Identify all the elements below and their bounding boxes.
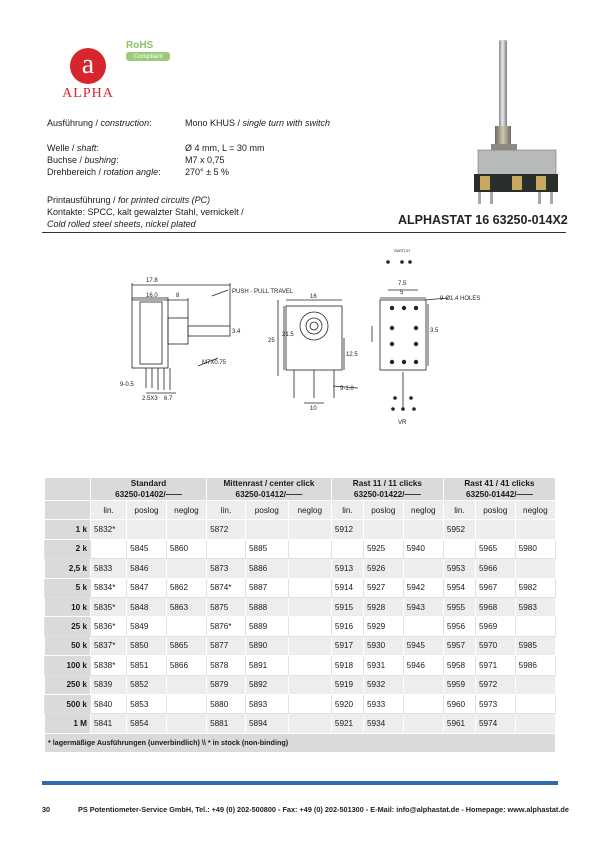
thread-label: M7X0.75: [202, 360, 227, 366]
article-number-cell: 5836*: [91, 617, 127, 636]
article-number-cell: 5953: [443, 559, 475, 578]
article-number-cell: 5847: [127, 578, 167, 597]
column-header: neglog: [288, 501, 331, 520]
group-title: Rast 41 / 41 clicks: [464, 479, 535, 488]
resistance-label: 500 k: [45, 694, 91, 713]
dim-10: 10: [310, 406, 317, 412]
article-number-cell: 5840: [91, 694, 127, 713]
article-number-cell: 5961: [443, 714, 475, 733]
page-number: 30: [42, 805, 51, 814]
article-number-cell: 5934: [364, 714, 404, 733]
article-number-cell: 5874*: [207, 578, 246, 597]
article-number-cell: 5943: [403, 597, 443, 616]
article-number-cell: 5850: [127, 636, 167, 655]
article-number-cell: [166, 714, 206, 733]
resistance-label: 250 k: [45, 675, 91, 694]
article-number-cell: 5967: [476, 578, 516, 597]
table-row: [45, 694, 556, 713]
article-number-cell: [288, 636, 331, 655]
group-header: [331, 478, 443, 501]
article-number-cell: 5913: [331, 559, 363, 578]
article-number-cell: [476, 520, 516, 539]
dim-6-7: 6.7: [164, 396, 173, 402]
article-number-cell: [443, 539, 475, 558]
dim-3-5: 3.5: [430, 328, 439, 334]
resistance-label: 10 k: [45, 597, 91, 616]
article-number-cell: [515, 520, 555, 539]
article-number-cell: 5890: [245, 636, 288, 655]
dim-16: 16: [310, 294, 317, 300]
article-number-cell: 5966: [476, 559, 516, 578]
article-number-cell: 5952: [443, 520, 475, 539]
article-number-cell: [515, 617, 555, 636]
group-part-number: 63250-01422/——: [353, 490, 421, 499]
article-number-cell: 5893: [245, 694, 288, 713]
article-number-cell: 5955: [443, 597, 475, 616]
article-number-cell: [288, 597, 331, 616]
article-number-cell: 5851: [127, 656, 167, 675]
column-header: poslog: [364, 501, 404, 520]
article-number-cell: [166, 675, 206, 694]
resistance-label: 2 k: [45, 539, 91, 558]
rohs-label: RoHS: [126, 40, 154, 51]
table-footnote: * lagermäßige Ausführungen (unverbindlich) \\ * in stock (non-binding): [45, 733, 556, 752]
article-number-cell: 5927: [364, 578, 404, 597]
column-header: poslog: [245, 501, 288, 520]
article-number-cell: 5958: [443, 656, 475, 675]
group-title: Standard: [130, 479, 167, 488]
article-number-cell: [288, 539, 331, 558]
article-number-cell: [288, 520, 331, 539]
resistance-label: 100 k: [45, 656, 91, 675]
article-number-cell: [515, 714, 555, 733]
article-number-cell: 5969: [476, 617, 516, 636]
column-header: lin.: [443, 501, 475, 520]
article-number-cell: 5853: [127, 694, 167, 713]
article-number-cell: 5877: [207, 636, 246, 655]
article-number-cell: 5931: [364, 656, 404, 675]
holes-label: 9-Ø1.4 HOLES: [440, 296, 481, 302]
table-row: [45, 675, 556, 694]
article-number-cell: [166, 520, 206, 539]
article-number-cell: 5841: [91, 714, 127, 733]
article-number-cell: 5845: [127, 539, 167, 558]
article-number-cell: [166, 694, 206, 713]
article-number-cell: 5837*: [91, 636, 127, 655]
article-number-cell: 5917: [331, 636, 363, 655]
article-number-cell: 5846: [127, 559, 167, 578]
article-number-cell: 5839: [91, 675, 127, 694]
article-number-cell: 5854: [127, 714, 167, 733]
article-number-cell: [207, 539, 246, 558]
article-number-cell: 5970: [476, 636, 516, 655]
column-header: lin.: [91, 501, 127, 520]
article-number-cell: 5926: [364, 559, 404, 578]
article-number-cell: 5885: [245, 539, 288, 558]
subheader-corner: [45, 501, 91, 520]
article-number-cell: 5891: [245, 656, 288, 675]
table-row: [45, 597, 556, 616]
article-number-cell: 5833: [91, 559, 127, 578]
article-number-cell: 5954: [443, 578, 475, 597]
resistance-label: 1 k: [45, 520, 91, 539]
article-number-cell: 5932: [364, 675, 404, 694]
article-number-cell: [331, 539, 363, 558]
article-number-cell: 5880: [207, 694, 246, 713]
article-number-cell: 5959: [443, 675, 475, 694]
article-number-cell: 5974: [476, 714, 516, 733]
article-number-cell: [245, 520, 288, 539]
article-number-cell: 5892: [245, 675, 288, 694]
footer-contact: PS Potentiometer-Service GmbH, Tel.: +49 (0) 202-500800 - Fax: +49 (0) 202-501300 - E-Mail: info@alphastat.de - Homepage: www.alphastat.de: [78, 805, 569, 814]
group-header: [91, 478, 207, 501]
article-number-cell: 5971: [476, 656, 516, 675]
article-number-cell: [288, 617, 331, 636]
article-number-cell: [403, 559, 443, 578]
article-number-cell: 5832*: [91, 520, 127, 539]
article-number-cell: [288, 675, 331, 694]
article-number-cell: 5862: [166, 578, 206, 597]
column-header: lin.: [331, 501, 363, 520]
article-number-cell: 5983: [515, 597, 555, 616]
push-pull-label: PUSH - PULL TRAVEL: [232, 289, 294, 295]
article-number-cell: 5928: [364, 597, 404, 616]
alpha-logo-text: ALPHA: [62, 86, 114, 101]
column-header: poslog: [476, 501, 516, 520]
article-number-cell: [515, 559, 555, 578]
column-header: lin.: [207, 501, 246, 520]
dim-2-5x3: 2.5X3: [142, 396, 158, 402]
title-rule: [42, 232, 566, 233]
table-row: [45, 636, 556, 655]
dim-25: 25: [268, 338, 275, 344]
article-number-cell: [288, 714, 331, 733]
switch-label: SWITCH: [394, 248, 410, 253]
product-title: ALPHASTAT 16 63250-014X2: [398, 213, 568, 227]
article-number-cell: 5982: [515, 578, 555, 597]
article-number-cell: 5957: [443, 636, 475, 655]
article-number-cell: 5835*: [91, 597, 127, 616]
rohs-compliant-label: Compliant: [126, 52, 170, 61]
article-number-cell: 5879: [207, 675, 246, 694]
table-row: [45, 520, 556, 539]
article-number-cell: 5972: [476, 675, 516, 694]
article-number-cell: 5930: [364, 636, 404, 655]
article-number-cell: 5875: [207, 597, 246, 616]
article-number-cell: 5887: [245, 578, 288, 597]
article-number-cell: [288, 559, 331, 578]
group-title: Mittenrast / center click: [223, 479, 315, 488]
article-number-cell: [515, 675, 555, 694]
table-row: [45, 578, 556, 597]
article-number-cell: 5915: [331, 597, 363, 616]
resistance-label: 1 M: [45, 714, 91, 733]
group-part-number: 63250-01402/——: [115, 490, 182, 499]
article-number-cell: [166, 559, 206, 578]
article-number-cell: 5968: [476, 597, 516, 616]
article-number-cell: 5960: [443, 694, 475, 713]
table-subheader-row: [45, 501, 556, 520]
table-footnote-row: [45, 733, 556, 752]
article-number-cell: 5834*: [91, 578, 127, 597]
alpha-logo-icon: a: [70, 48, 106, 84]
group-title: Rast 11 / 11 clicks: [352, 479, 422, 488]
footer-rule: [42, 781, 558, 785]
technical-drawing: [118, 238, 498, 438]
dim-8: 8: [176, 293, 180, 299]
article-number-cell: 5986: [515, 656, 555, 675]
article-number-cell: [91, 539, 127, 558]
article-number-cell: [288, 656, 331, 675]
article-number-cell: [403, 617, 443, 636]
article-number-cell: 5933: [364, 694, 404, 713]
group-header: [443, 478, 555, 501]
article-number-cell: [288, 694, 331, 713]
article-number-cell: 5956: [443, 617, 475, 636]
resistance-label: 5 k: [45, 578, 91, 597]
article-number-cell: [403, 520, 443, 539]
dim-pin-05: 9-0.5: [120, 382, 134, 388]
article-number-cell: 5912: [331, 520, 363, 539]
article-number-cell: 5946: [403, 656, 443, 675]
article-number-cell: 5886: [245, 559, 288, 578]
article-number-cell: 5865: [166, 636, 206, 655]
article-number-cell: 5881: [207, 714, 246, 733]
table-row: [45, 559, 556, 578]
article-number-cell: 5921: [331, 714, 363, 733]
resistance-label: 50 k: [45, 636, 91, 655]
article-number-cell: [166, 617, 206, 636]
article-number-cell: [364, 520, 404, 539]
group-part-number: 63250-01412/——: [235, 490, 303, 499]
article-number-cell: 5866: [166, 656, 206, 675]
variant-table: [44, 477, 556, 753]
article-number-cell: 5940: [403, 539, 443, 558]
resistance-label: 2,5 k: [45, 559, 91, 578]
article-number-cell: 5942: [403, 578, 443, 597]
article-number-cell: [403, 714, 443, 733]
article-number-cell: 5876*: [207, 617, 246, 636]
article-number-cell: 5860: [166, 539, 206, 558]
column-header: poslog: [127, 501, 167, 520]
article-number-cell: 5878: [207, 656, 246, 675]
potentiometer-photo: [466, 36, 566, 206]
rohs-badge: [126, 40, 174, 68]
group-part-number: 63250-01442/——: [465, 490, 533, 499]
article-number-cell: 5965: [476, 539, 516, 558]
article-number-cell: [127, 520, 167, 539]
article-number-cell: 5914: [331, 578, 363, 597]
resistance-label: 25 k: [45, 617, 91, 636]
group-header: [207, 478, 332, 501]
table-row: [45, 617, 556, 636]
article-number-cell: 5872: [207, 520, 246, 539]
article-number-cell: 5838*: [91, 656, 127, 675]
article-number-cell: 5925: [364, 539, 404, 558]
column-header: neglog: [403, 501, 443, 520]
header-corner: [45, 478, 91, 501]
article-number-cell: 5918: [331, 656, 363, 675]
article-number-cell: 5916: [331, 617, 363, 636]
article-number-cell: 5849: [127, 617, 167, 636]
table-row: [45, 714, 556, 733]
column-header: neglog: [166, 501, 206, 520]
article-number-cell: 5945: [403, 636, 443, 655]
article-number-cell: 5920: [331, 694, 363, 713]
table-row: [45, 539, 556, 558]
column-header: neglog: [515, 501, 555, 520]
article-number-cell: 5973: [476, 694, 516, 713]
article-number-cell: 5852: [127, 675, 167, 694]
article-number-cell: 5863: [166, 597, 206, 616]
article-number-cell: [403, 694, 443, 713]
article-number-cell: [403, 675, 443, 694]
article-number-cell: 5873: [207, 559, 246, 578]
dim-12-5: 12.5: [346, 352, 358, 358]
article-number-cell: 5889: [245, 617, 288, 636]
dim-7-5: 7.5: [398, 281, 407, 287]
dim-17-8: 17.8: [146, 278, 158, 284]
dim-21-5: 21.5: [282, 332, 294, 338]
dim-5: 5: [400, 290, 404, 296]
article-number-cell: 5980: [515, 539, 555, 558]
dim-16-0: 16.0: [146, 293, 158, 299]
article-number-cell: 5919: [331, 675, 363, 694]
dim-3-4: 3.4: [232, 329, 241, 335]
article-number-cell: 5848: [127, 597, 167, 616]
article-number-cell: [288, 578, 331, 597]
vr-label: VR: [398, 420, 407, 426]
article-number-cell: 5929: [364, 617, 404, 636]
article-number-cell: 5888: [245, 597, 288, 616]
table-row: [45, 656, 556, 675]
article-number-cell: 5985: [515, 636, 555, 655]
table-header-row: [45, 478, 556, 501]
article-number-cell: [515, 694, 555, 713]
alpha-logo: [58, 48, 118, 102]
article-number-cell: 5894: [245, 714, 288, 733]
dim-pin-10: 9-1.0: [340, 386, 354, 392]
